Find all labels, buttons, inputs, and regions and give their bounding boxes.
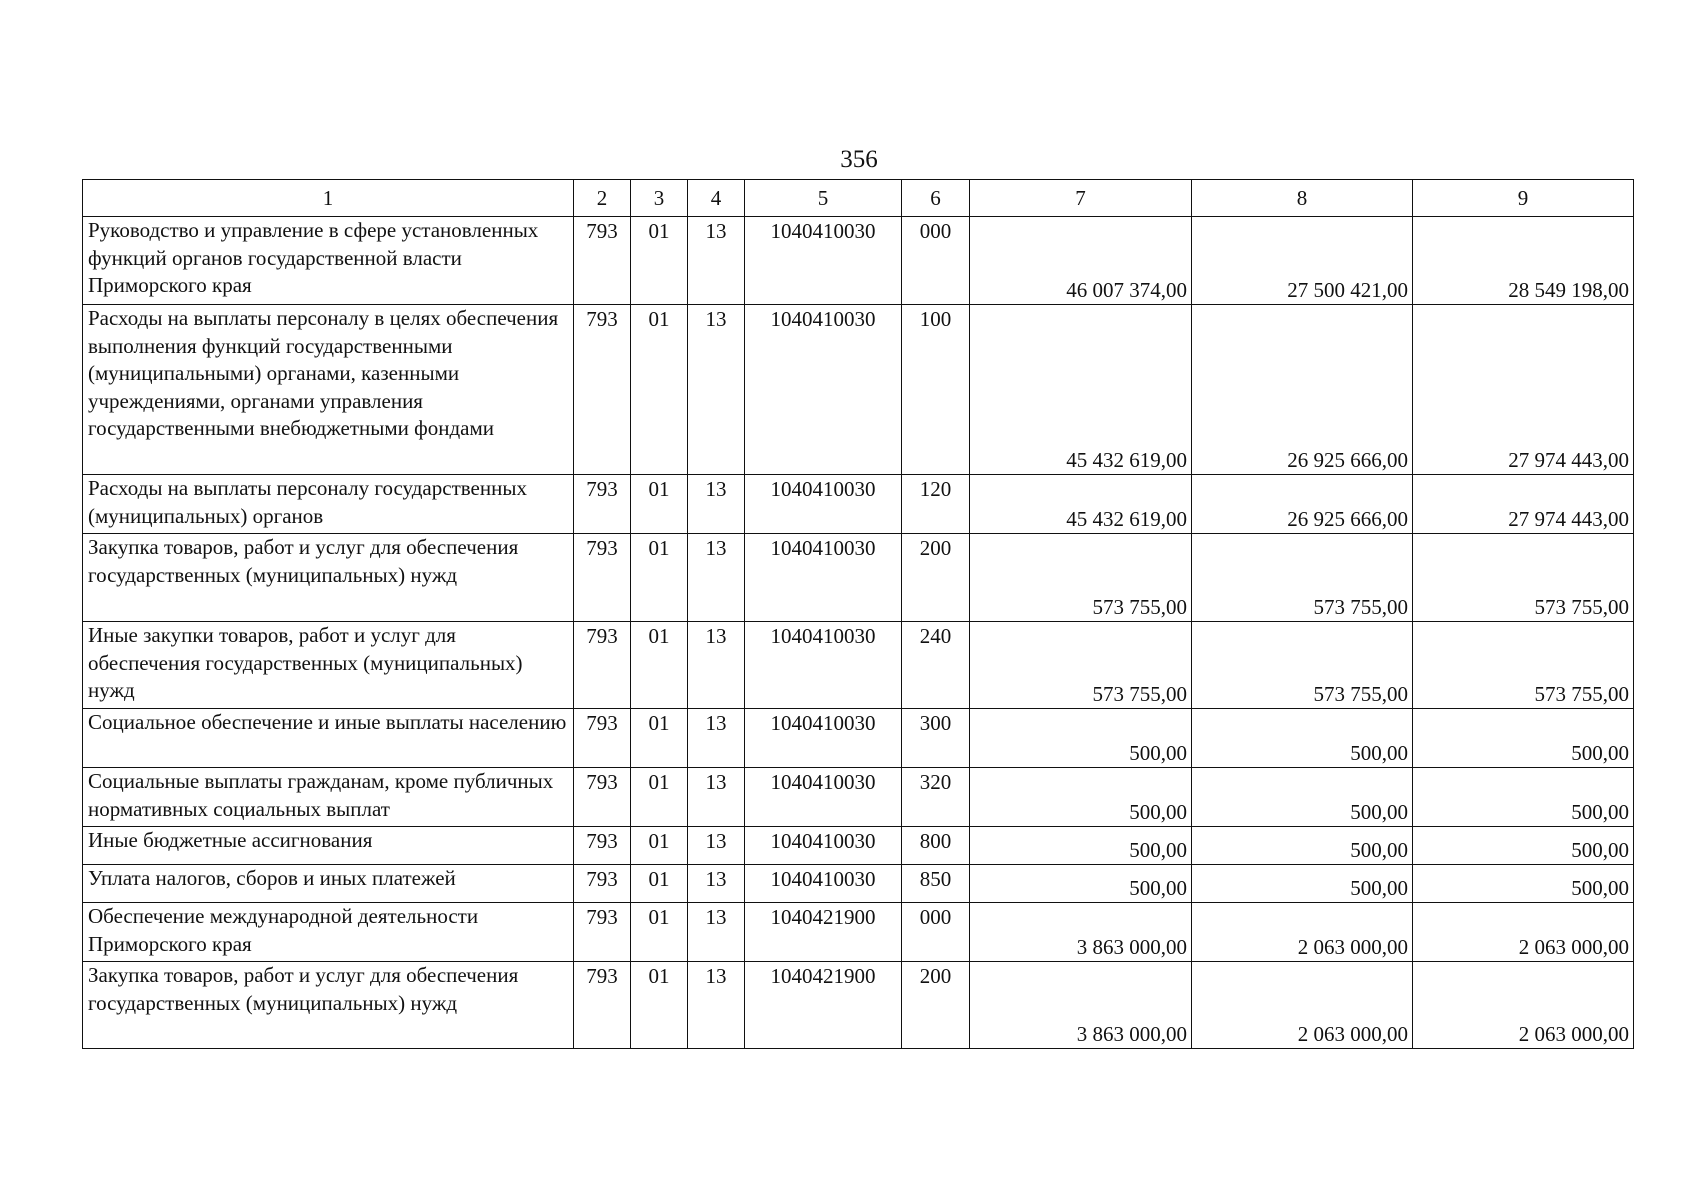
table-row <box>83 305 1634 475</box>
column-header: 7 <box>970 180 1192 217</box>
expense-type-code: 200 <box>902 534 970 622</box>
target-article-code: 1040410030 <box>745 768 902 827</box>
target-article-code: 1040410030 <box>745 475 902 534</box>
subsection-code: 13 <box>688 903 745 962</box>
item-name: Закупка товаров, работ и услуг для обеспечения государственных (муниципальных) нужд <box>83 962 574 1049</box>
amount-col7: 573 755,00 <box>970 534 1192 622</box>
amount-col8: 500,00 <box>1192 827 1413 865</box>
table-row <box>83 962 1634 1049</box>
expense-type-code: 100 <box>902 305 970 475</box>
subsection-code: 13 <box>688 217 745 305</box>
item-name: Расходы на выплаты персоналу в целях обеспечения выполнения функций государственными (муниципальными) органами, казенными учреждениями, органами управления государственными внебюджетными фондами <box>83 305 574 475</box>
expense-type-code: 000 <box>902 903 970 962</box>
ministry-code: 793 <box>574 622 631 709</box>
amount-col9: 27 974 443,00 <box>1413 305 1634 475</box>
section-code: 01 <box>631 865 688 903</box>
ministry-code: 793 <box>574 475 631 534</box>
expense-type-code: 200 <box>902 962 970 1049</box>
ministry-code: 793 <box>574 217 631 305</box>
target-article-code: 1040410030 <box>745 827 902 865</box>
table-row <box>83 534 1634 622</box>
amount-col8: 2 063 000,00 <box>1192 903 1413 962</box>
target-article-code: 1040410030 <box>745 622 902 709</box>
column-header: 4 <box>688 180 745 217</box>
ministry-code: 793 <box>574 305 631 475</box>
amount-col7: 45 432 619,00 <box>970 305 1192 475</box>
table-row <box>83 709 1634 768</box>
amount-col7: 3 863 000,00 <box>970 903 1192 962</box>
subsection-code: 13 <box>688 305 745 475</box>
amount-col8: 2 063 000,00 <box>1192 962 1413 1049</box>
column-header: 3 <box>631 180 688 217</box>
amount-col8: 500,00 <box>1192 768 1413 827</box>
column-header: 2 <box>574 180 631 217</box>
subsection-code: 13 <box>688 827 745 865</box>
item-name: Уплата налогов, сборов и иных платежей <box>83 865 574 903</box>
page-number: 356 <box>840 146 878 173</box>
ministry-code: 793 <box>574 709 631 768</box>
amount-col9: 2 063 000,00 <box>1413 962 1634 1049</box>
amount-col8: 27 500 421,00 <box>1192 217 1413 305</box>
amount-col9: 500,00 <box>1413 768 1634 827</box>
expense-type-code: 240 <box>902 622 970 709</box>
subsection-code: 13 <box>688 768 745 827</box>
target-article-code: 1040421900 <box>745 903 902 962</box>
subsection-code: 13 <box>688 534 745 622</box>
table-row <box>83 903 1634 962</box>
column-header: 5 <box>745 180 902 217</box>
subsection-code: 13 <box>688 475 745 534</box>
amount-col7: 500,00 <box>970 827 1192 865</box>
section-code: 01 <box>631 962 688 1049</box>
amount-col8: 500,00 <box>1192 709 1413 768</box>
section-code: 01 <box>631 827 688 865</box>
amount-col7: 500,00 <box>970 768 1192 827</box>
target-article-code: 1040410030 <box>745 305 902 475</box>
amount-col8: 26 925 666,00 <box>1192 475 1413 534</box>
amount-col8: 573 755,00 <box>1192 534 1413 622</box>
section-code: 01 <box>631 622 688 709</box>
item-name: Обеспечение международной деятельности Приморского края <box>83 903 574 962</box>
item-name: Иные бюджетные ассигнования <box>83 827 574 865</box>
expense-type-code: 300 <box>902 709 970 768</box>
expense-type-code: 120 <box>902 475 970 534</box>
section-code: 01 <box>631 768 688 827</box>
amount-col9: 500,00 <box>1413 865 1634 903</box>
expense-type-code: 800 <box>902 827 970 865</box>
amount-col7: 500,00 <box>970 865 1192 903</box>
amount-col9: 2 063 000,00 <box>1413 903 1634 962</box>
section-code: 01 <box>631 709 688 768</box>
amount-col8: 26 925 666,00 <box>1192 305 1413 475</box>
expense-type-code: 000 <box>902 217 970 305</box>
amount-col7: 500,00 <box>970 709 1192 768</box>
table-row <box>83 768 1634 827</box>
expense-type-code: 320 <box>902 768 970 827</box>
section-code: 01 <box>631 217 688 305</box>
section-code: 01 <box>631 534 688 622</box>
table-row <box>83 865 1634 903</box>
section-code: 01 <box>631 903 688 962</box>
item-name: Руководство и управление в сфере установленных функций органов государственной власти Приморского края <box>83 217 574 305</box>
table-row <box>83 622 1634 709</box>
item-name: Закупка товаров, работ и услуг для обеспечения государственных (муниципальных) нужд <box>83 534 574 622</box>
amount-col8: 573 755,00 <box>1192 622 1413 709</box>
subsection-code: 13 <box>688 622 745 709</box>
amount-col7: 3 863 000,00 <box>970 962 1192 1049</box>
ministry-code: 793 <box>574 865 631 903</box>
ministry-code: 793 <box>574 534 631 622</box>
column-header: 9 <box>1413 180 1634 217</box>
subsection-code: 13 <box>688 962 745 1049</box>
item-name: Социальное обеспечение и иные выплаты населению <box>83 709 574 768</box>
item-name: Расходы на выплаты персоналу государственных (муниципальных) органов <box>83 475 574 534</box>
ministry-code: 793 <box>574 962 631 1049</box>
amount-col9: 573 755,00 <box>1413 534 1634 622</box>
table-row <box>83 217 1634 305</box>
amount-col7: 45 432 619,00 <box>970 475 1192 534</box>
section-code: 01 <box>631 305 688 475</box>
column-header: 8 <box>1192 180 1413 217</box>
target-article-code: 1040421900 <box>745 962 902 1049</box>
item-name: Иные закупки товаров, работ и услуг для обеспечения государственных (муниципальных) нужд <box>83 622 574 709</box>
item-name: Социальные выплаты гражданам, кроме публичных нормативных социальных выплат <box>83 768 574 827</box>
amount-col7: 46 007 374,00 <box>970 217 1192 305</box>
column-header: 1 <box>83 180 574 217</box>
amount-col9: 27 974 443,00 <box>1413 475 1634 534</box>
ministry-code: 793 <box>574 827 631 865</box>
column-number-row <box>83 180 1634 217</box>
target-article-code: 1040410030 <box>745 709 902 768</box>
subsection-code: 13 <box>688 865 745 903</box>
amount-col9: 500,00 <box>1413 827 1634 865</box>
target-article-code: 1040410030 <box>745 534 902 622</box>
ministry-code: 793 <box>574 768 631 827</box>
target-article-code: 1040410030 <box>745 217 902 305</box>
table-row <box>83 827 1634 865</box>
amount-col9: 573 755,00 <box>1413 622 1634 709</box>
amount-col9: 28 549 198,00 <box>1413 217 1634 305</box>
expense-type-code: 850 <box>902 865 970 903</box>
amount-col9: 500,00 <box>1413 709 1634 768</box>
section-code: 01 <box>631 475 688 534</box>
budget-table <box>82 179 1634 1049</box>
amount-col7: 573 755,00 <box>970 622 1192 709</box>
amount-col8: 500,00 <box>1192 865 1413 903</box>
column-header: 6 <box>902 180 970 217</box>
target-article-code: 1040410030 <box>745 865 902 903</box>
subsection-code: 13 <box>688 709 745 768</box>
ministry-code: 793 <box>574 903 631 962</box>
table-row <box>83 475 1634 534</box>
